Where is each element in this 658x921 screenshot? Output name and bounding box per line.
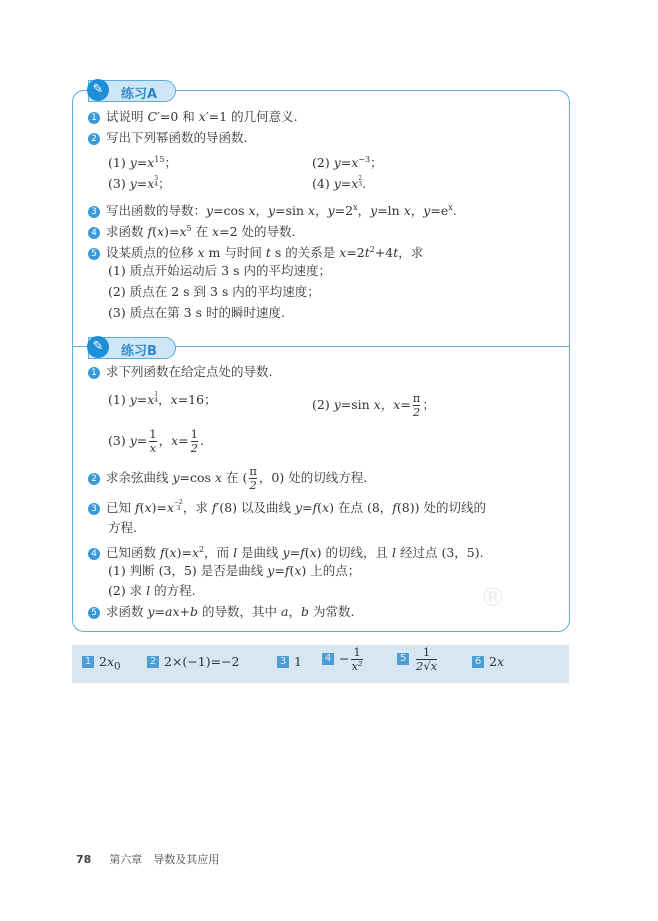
math-variable: y: [147, 604, 155, 619]
text-run: ，0) 处的切线方程.: [258, 470, 368, 485]
exercise-number: 2: [88, 133, 100, 145]
math-variable: y: [129, 433, 137, 448]
superscript: 5: [186, 224, 192, 233]
text-run: ′=1 的几何意义.: [205, 109, 298, 124]
math-variable: y: [370, 203, 378, 219]
exercise-line: [108, 305, 285, 321]
exercise-line: [88, 109, 298, 125]
text-run: ′(8) 以及曲线: [216, 500, 295, 515]
text-run: 在 (: [222, 470, 248, 485]
text-run: ，: [255, 203, 269, 219]
math-variable: x: [106, 654, 115, 669]
numerator: 1: [190, 427, 198, 441]
text-run: ′=0 和: [157, 109, 199, 124]
text-run: =: [289, 545, 301, 561]
fraction-exponent: [174, 500, 183, 512]
text-run: 的导数，其中: [198, 604, 281, 619]
math-variable: y: [423, 203, 431, 219]
exercise-line: [312, 176, 366, 192]
text-run: ) 的切线，且: [316, 545, 392, 561]
text-run: (1): [108, 155, 130, 171]
text-run: ；: [422, 397, 435, 412]
text-run: (2) 求: [108, 583, 147, 598]
math-variable: l: [392, 545, 396, 561]
text-run: (1) 质点开始运动后 3 s 内的平均速度；: [108, 263, 331, 278]
math-variable: C: [147, 109, 158, 124]
exercise-line: [312, 392, 435, 419]
math-variable: x: [172, 604, 180, 619]
exercise-line: [312, 152, 383, 171]
text-run: =2 处的导数.: [219, 224, 296, 240]
math-variable: b: [190, 604, 199, 619]
math-variable: x: [322, 500, 330, 515]
math-variable: x: [171, 433, 179, 448]
text-run: =: [136, 433, 148, 448]
math-variable: x: [147, 176, 155, 191]
text-run: 是曲线: [237, 545, 283, 561]
text-run: ，: [158, 433, 172, 448]
denominator: 2: [249, 478, 257, 492]
exercise-line: [108, 392, 217, 408]
math-variable: x: [212, 224, 220, 240]
answer-item: [472, 654, 504, 669]
text-run: (3): [108, 433, 130, 448]
text-run: ，: [410, 203, 424, 219]
text-run: (: [304, 545, 310, 561]
text-run: =2: [334, 203, 354, 219]
page-footer: [76, 851, 219, 867]
math-variable: x: [169, 545, 177, 561]
text-run: ，: [380, 397, 394, 412]
math-variable: x: [248, 203, 256, 219]
text-run: =sin: [275, 203, 309, 219]
text-run: 方程.: [108, 520, 137, 535]
text-run: .: [452, 203, 457, 219]
answer-number: 6: [472, 656, 484, 668]
fraction: [149, 428, 156, 455]
text-run: (4): [312, 176, 334, 191]
text-run: 2×(−1)=−2: [164, 654, 240, 669]
math-variable: x: [373, 397, 381, 412]
exercise-line: [108, 563, 360, 579]
fraction: [413, 392, 421, 419]
math-variable: x: [214, 470, 222, 485]
numerator: π: [249, 464, 257, 478]
text-run: m 与时间: [204, 245, 266, 261]
answer-number: 4: [322, 653, 334, 665]
denominator: 3: [358, 181, 363, 188]
math-variable: y: [333, 176, 341, 191]
denominator: x: [149, 441, 157, 455]
text-run: =: [340, 155, 352, 171]
superscript: 2: [369, 245, 375, 254]
math-variable: t: [265, 245, 271, 261]
denominator: 3: [176, 505, 181, 512]
math-variable: t: [393, 245, 399, 261]
text-run: 写出函数的导数：: [106, 203, 207, 219]
superscript: x: [448, 203, 453, 212]
numerator: 1: [353, 645, 361, 659]
math-variable: f: [159, 545, 165, 561]
superscript: 2: [199, 545, 205, 554]
text-run: (: [152, 224, 158, 240]
exercise-line: [88, 200, 457, 219]
fraction: [416, 646, 437, 673]
text-run: 已知: [106, 500, 135, 515]
numerator: −2: [174, 499, 183, 506]
text-run: s 的关系是: [270, 245, 340, 261]
math-variable: x: [393, 397, 401, 412]
text-run: 2: [489, 654, 497, 669]
math-variable: x: [166, 500, 174, 515]
text-run: +4: [374, 245, 394, 261]
math-variable: y: [282, 545, 290, 561]
text-run: =16；: [177, 392, 217, 407]
text-run: =e: [430, 203, 449, 219]
numerator: 1: [149, 427, 157, 441]
math-variable: x: [198, 109, 206, 124]
exercise-number: 3: [88, 503, 100, 515]
text-run: ；: [164, 155, 177, 171]
math-variable: x: [403, 203, 411, 219]
text-run: 求函数: [106, 224, 148, 240]
answer-number: 1: [82, 656, 94, 668]
exercise-number: 1: [88, 112, 100, 124]
fraction: [351, 646, 362, 673]
text-run: ) 在点 (8，: [329, 500, 393, 515]
text-run: 的方程.: [150, 583, 196, 598]
practice-a-tag: [88, 80, 176, 102]
text-run: ，: [158, 392, 171, 407]
exercise-line: [88, 604, 354, 620]
math-variable: b: [300, 604, 309, 619]
math-variable: x: [308, 203, 316, 219]
pencil-check-icon: ✎: [87, 79, 109, 101]
text-run: 试说明: [106, 109, 148, 124]
math-variable: x: [309, 545, 317, 561]
math-variable: x: [496, 654, 505, 669]
exercise-line: [108, 428, 204, 455]
answer-number: 3: [277, 656, 289, 668]
math-variable: f: [300, 545, 305, 561]
math-variable: y: [333, 155, 341, 171]
text-run: 经过点 (3，5).: [396, 545, 484, 561]
exercise-line: [88, 364, 272, 380]
math-variable: x: [147, 392, 155, 407]
answer-item: [322, 646, 365, 673]
text-run: ，求: [182, 500, 212, 515]
math-variable: y: [268, 203, 276, 219]
math-variable: a: [281, 604, 289, 619]
text-run: ；: [370, 155, 383, 171]
answer-item: [277, 654, 302, 669]
math-variable: x: [191, 545, 199, 561]
denominator: x²: [351, 659, 363, 673]
exercise-line: [88, 130, 247, 146]
text-run: =: [136, 155, 148, 171]
math-variable: l: [233, 545, 238, 561]
text-run: =: [178, 433, 189, 448]
math-variable: y: [206, 203, 214, 219]
text-run: =cos: [179, 470, 215, 485]
practice-a-title: 练习A: [121, 87, 158, 102]
denominator: 4: [154, 181, 159, 188]
text-run: 求下列函数在给定点处的导数.: [106, 364, 273, 379]
answer-item: [147, 654, 240, 669]
answer-number: 5: [397, 653, 409, 665]
text-run: (1) 判断 (3，5) 是否是曲线: [108, 563, 268, 578]
text-run: ，: [288, 604, 301, 619]
superscript: −3: [358, 155, 371, 164]
math-variable: y: [129, 176, 137, 191]
exercise-line: [108, 520, 137, 536]
text-run: )=: [164, 224, 180, 240]
superscript: x: [353, 203, 358, 212]
exercise-line: [108, 176, 171, 192]
answer-item: [397, 646, 439, 673]
text-run: (: [139, 500, 145, 515]
exercise-line: [108, 583, 196, 599]
denominator: 2√x: [416, 659, 438, 673]
exercise-number: 2: [88, 473, 100, 485]
text-run: ) 上的点；: [301, 563, 361, 578]
exercise-number: 5: [88, 607, 100, 619]
math-variable: f: [211, 500, 217, 515]
exercise-number: 1: [88, 367, 100, 379]
exercise-line: [88, 465, 367, 492]
numerator: π: [412, 391, 421, 405]
math-variable: x: [351, 176, 359, 191]
exercise-line: [88, 242, 423, 261]
text-run: (8)) 处的切线的: [396, 500, 486, 515]
numerator: 2: [358, 175, 363, 182]
math-variable: f: [284, 563, 290, 578]
text-run: =: [400, 397, 411, 412]
text-run: (: [317, 500, 323, 515]
subscript: 0: [114, 660, 121, 673]
text-run: (: [164, 545, 170, 561]
pencil-check-icon: ✎: [87, 336, 109, 358]
exercise-number: 3: [88, 206, 100, 218]
numerator: 3: [154, 175, 159, 182]
text-run: 写出下列幂函数的导函数.: [106, 130, 248, 145]
text-run: ，而: [204, 545, 234, 561]
text-run: 1: [294, 654, 302, 669]
math-variable: f: [134, 500, 140, 515]
text-run: =sin: [340, 397, 374, 412]
text-run: 已知函数: [106, 545, 160, 561]
practice-b-title: 练习B: [121, 344, 157, 359]
text-run: 求余弦曲线: [106, 470, 173, 485]
answer-number: 2: [147, 656, 159, 668]
numerator: 1: [422, 645, 431, 659]
page-number: 78: [76, 853, 92, 866]
math-variable: x: [170, 392, 178, 407]
text-run: ；: [158, 176, 171, 191]
math-variable: y: [267, 563, 275, 578]
exercise-line: [88, 542, 484, 561]
exercise-number: 5: [88, 248, 100, 260]
math-variable: l: [146, 583, 151, 598]
text-run: =: [274, 563, 285, 578]
text-run: .: [199, 433, 204, 448]
text-run: 设某质点的位移: [106, 245, 198, 261]
math-variable: x: [179, 224, 187, 240]
text-run: ，求: [398, 245, 424, 261]
text-run: (2): [312, 155, 334, 171]
math-variable: y: [172, 470, 180, 485]
text-run: ，: [357, 203, 371, 219]
math-variable: x: [294, 563, 302, 578]
math-variable: y: [294, 500, 303, 515]
math-variable: f: [312, 500, 318, 515]
text-run: =: [136, 176, 148, 191]
text-run: +: [179, 604, 191, 619]
text-run: (3): [108, 176, 130, 191]
text-run: (: [289, 563, 295, 578]
text-run: =ln: [377, 203, 404, 219]
answer-bar: [72, 645, 569, 683]
exercise-number: 4: [88, 227, 100, 239]
text-run: −: [339, 651, 350, 666]
text-run: =: [136, 392, 148, 407]
text-run: ，: [315, 203, 328, 219]
math-variable: y: [129, 155, 137, 171]
math-variable: a: [165, 604, 173, 619]
text-run: (2) 质点在 2 s 到 3 s 内的平均速度；: [108, 284, 320, 299]
text-run: 为常数.: [308, 604, 355, 619]
text-run: =: [302, 500, 313, 515]
exercise-line: [108, 152, 177, 171]
text-run: (3) 质点在第 3 s 时的瞬时速度.: [108, 305, 285, 320]
math-variable: y: [327, 203, 335, 219]
text-run: =: [154, 604, 166, 619]
text-run: =2: [346, 245, 365, 261]
denominator: 2: [190, 441, 198, 455]
exercise-line: [108, 284, 320, 300]
numerator: 1: [154, 391, 159, 398]
text-run: =: [340, 176, 352, 191]
math-variable: x: [339, 245, 347, 261]
text-run: 2: [99, 654, 107, 669]
registered-watermark: ®: [480, 583, 506, 613]
exercise-line: [108, 263, 331, 279]
denominator: 2: [412, 405, 421, 419]
math-variable: x: [147, 155, 155, 171]
exercise-line: [88, 221, 295, 240]
fraction: [249, 465, 257, 492]
math-variable: x: [351, 155, 359, 171]
text-run: )=: [151, 500, 167, 515]
math-variable: x: [197, 245, 205, 261]
text-run: (1): [108, 392, 130, 407]
fraction: [191, 428, 198, 455]
math-variable: y: [333, 397, 341, 412]
math-variable: f: [147, 224, 153, 240]
text-run: 求函数: [106, 604, 148, 619]
exercise-line: [88, 500, 486, 516]
math-variable: x: [144, 500, 152, 515]
text-run: 在: [191, 224, 213, 240]
superscript: 15: [154, 155, 165, 164]
math-variable: y: [129, 392, 137, 407]
practice-b-tag: [88, 337, 176, 359]
chapter-title: 第六章 导数及其应用: [109, 853, 220, 866]
math-variable: f: [392, 500, 397, 515]
text-run: =cos: [213, 203, 249, 219]
exercise-number: 4: [88, 548, 100, 560]
answer-item: [82, 654, 121, 673]
text-run: (2): [312, 397, 334, 412]
text-run: )=: [176, 545, 192, 561]
math-variable: t: [364, 245, 370, 261]
math-variable: x: [157, 224, 165, 240]
denominator: 4: [154, 397, 159, 404]
text-run: .: [362, 176, 367, 191]
